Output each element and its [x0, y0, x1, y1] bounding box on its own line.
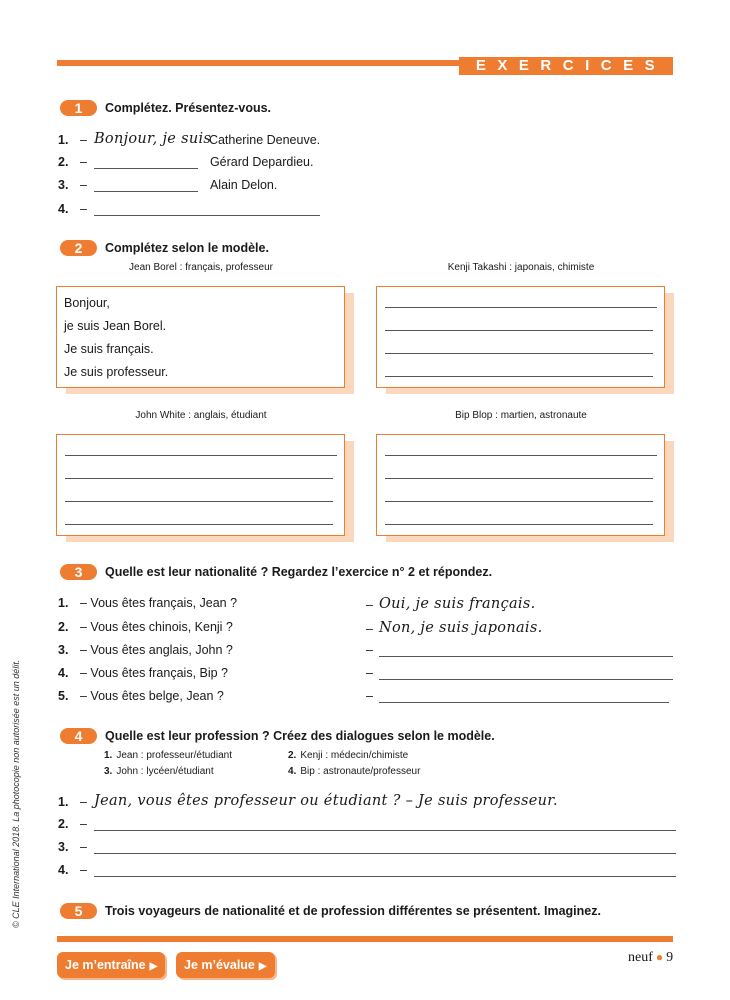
- exercise-4-title: Quelle est leur profession ? Créez des dialogues selon le modèle.: [105, 729, 495, 743]
- exercise-3-title: Quelle est leur nationalité ? Regardez l’exercice n° 2 et répondez.: [105, 565, 493, 579]
- exercise-5-badge: 5: [60, 903, 97, 919]
- answer-card[interactable]: [376, 434, 674, 542]
- answer-line[interactable]: [65, 501, 333, 502]
- page-number: neuf ● 9: [628, 950, 674, 965]
- handwritten-answer: Jean, vous êtes professeur ou étudiant ? – Je suis professeur.: [93, 793, 558, 809]
- card-caption: Kenji Takashi : japonais, chimiste: [447, 262, 595, 273]
- play-icon: ▶: [149, 961, 158, 972]
- answer-line[interactable]: [385, 524, 653, 525]
- section-label: EXERCICES: [459, 57, 673, 75]
- answer-blank[interactable]: [94, 842, 676, 854]
- answer-blank[interactable]: [94, 180, 198, 192]
- evaluate-button[interactable]: Je m’évalue ▶: [176, 952, 275, 978]
- exercise-1-header: [60, 100, 271, 116]
- answer-line[interactable]: [385, 307, 657, 308]
- question-row: 5. – Vous êtes belge, Jean ? –: [58, 689, 673, 705]
- header-rule: [57, 60, 477, 66]
- answer-line[interactable]: [385, 501, 653, 502]
- exercise-2-title: Complétez selon le modèle.: [105, 241, 269, 255]
- answer-line[interactable]: [385, 478, 653, 479]
- answer-card[interactable]: [376, 286, 674, 394]
- exercise-4-line: 2. –: [58, 817, 676, 831]
- exercise-4-badge: 4: [60, 728, 97, 744]
- answer-blank[interactable]: [379, 645, 673, 657]
- train-button[interactable]: Je m’entraîne ▶: [57, 952, 165, 978]
- exercise-1-badge: 1: [60, 100, 97, 116]
- answer-blank[interactable]: [379, 668, 673, 680]
- card-caption: Bip Blop : martien, astronaute: [455, 410, 587, 421]
- question-row: 3. – Vous êtes anglais, John ? –: [58, 643, 673, 659]
- exercise-4-line: 3. –: [58, 840, 676, 854]
- bullet-icon: ●: [655, 950, 664, 964]
- list-item: 3. John : lycéen/étudiant: [104, 766, 214, 777]
- exercise-5-title: Trois voyageurs de nationalité et de profession différentes se présentent. Imaginez.: [105, 904, 601, 918]
- card-caption: John White : anglais, étudiant: [135, 410, 267, 421]
- exercise-3-header: [60, 564, 492, 580]
- answer-line[interactable]: [65, 524, 333, 525]
- model-card: Bonjour, je suis Jean Borel. Je suis français. Je suis professeur.: [56, 286, 354, 394]
- exercise-1-line: 3. – Alain Delon.: [58, 178, 278, 192]
- answer-line[interactable]: [385, 330, 653, 331]
- handwritten-answer: Oui, je suis français.: [378, 596, 536, 612]
- answer-line[interactable]: [65, 455, 337, 456]
- play-icon: ▶: [258, 961, 267, 972]
- exercise-1-line: 2. – Gérard Depardieu.: [58, 155, 314, 169]
- exercise-1-title: Complétez. Présentez-vous.: [105, 101, 272, 115]
- exercise-5-header: [60, 903, 601, 919]
- copyright-notice: © CLE International 2018. La photocopie non autorisée est un délit.: [11, 659, 21, 928]
- answer-blank[interactable]: [94, 157, 198, 169]
- answer-card[interactable]: [56, 434, 354, 542]
- exercise-2-badge: 2: [60, 240, 97, 256]
- question-row: 1. – Vous êtes français, Jean ? – Oui, je suis français.: [58, 596, 536, 612]
- exercise-4-line: 4. –: [58, 863, 676, 877]
- handwritten-answer: Non, je suis japonais.: [378, 620, 543, 636]
- question-row: 4. – Vous êtes français, Bip ? –: [58, 666, 673, 682]
- footer-rule: [57, 936, 673, 942]
- header-bar: [57, 57, 673, 75]
- answer-line[interactable]: [385, 455, 657, 456]
- answer-line[interactable]: [385, 376, 653, 377]
- exercise-3-badge: 3: [60, 564, 97, 580]
- exercise-2-header: [60, 240, 269, 256]
- list-item: 2. Kenji : médecin/chimiste: [288, 750, 409, 761]
- answer-blank[interactable]: [94, 865, 676, 877]
- card-caption: Jean Borel : français, professeur: [129, 262, 273, 273]
- answer-blank[interactable]: [94, 204, 320, 216]
- question-row: 2. – Vous êtes chinois, Kenji ? – Non, je suis japonais.: [58, 620, 543, 636]
- exercise-1-line: 4. –: [58, 202, 320, 216]
- answer-blank[interactable]: [94, 819, 676, 831]
- list-item: 1. Jean : professeur/étudiant: [104, 750, 232, 761]
- exercise-4-header: [60, 728, 495, 744]
- exercise-1-line: 1. – Bonjour, je suis Catherine Deneuve.: [58, 131, 321, 147]
- exercise-4-line: 1. – Jean, vous êtes professeur ou étudiant ? – Je suis professeur.: [58, 793, 558, 809]
- answer-line[interactable]: [385, 353, 653, 354]
- answer-blank[interactable]: [379, 691, 669, 703]
- handwritten-answer: Bonjour, je suis: [93, 131, 212, 147]
- list-item: 4. Bip : astronaute/professeur: [288, 766, 421, 777]
- answer-line[interactable]: [65, 478, 333, 479]
